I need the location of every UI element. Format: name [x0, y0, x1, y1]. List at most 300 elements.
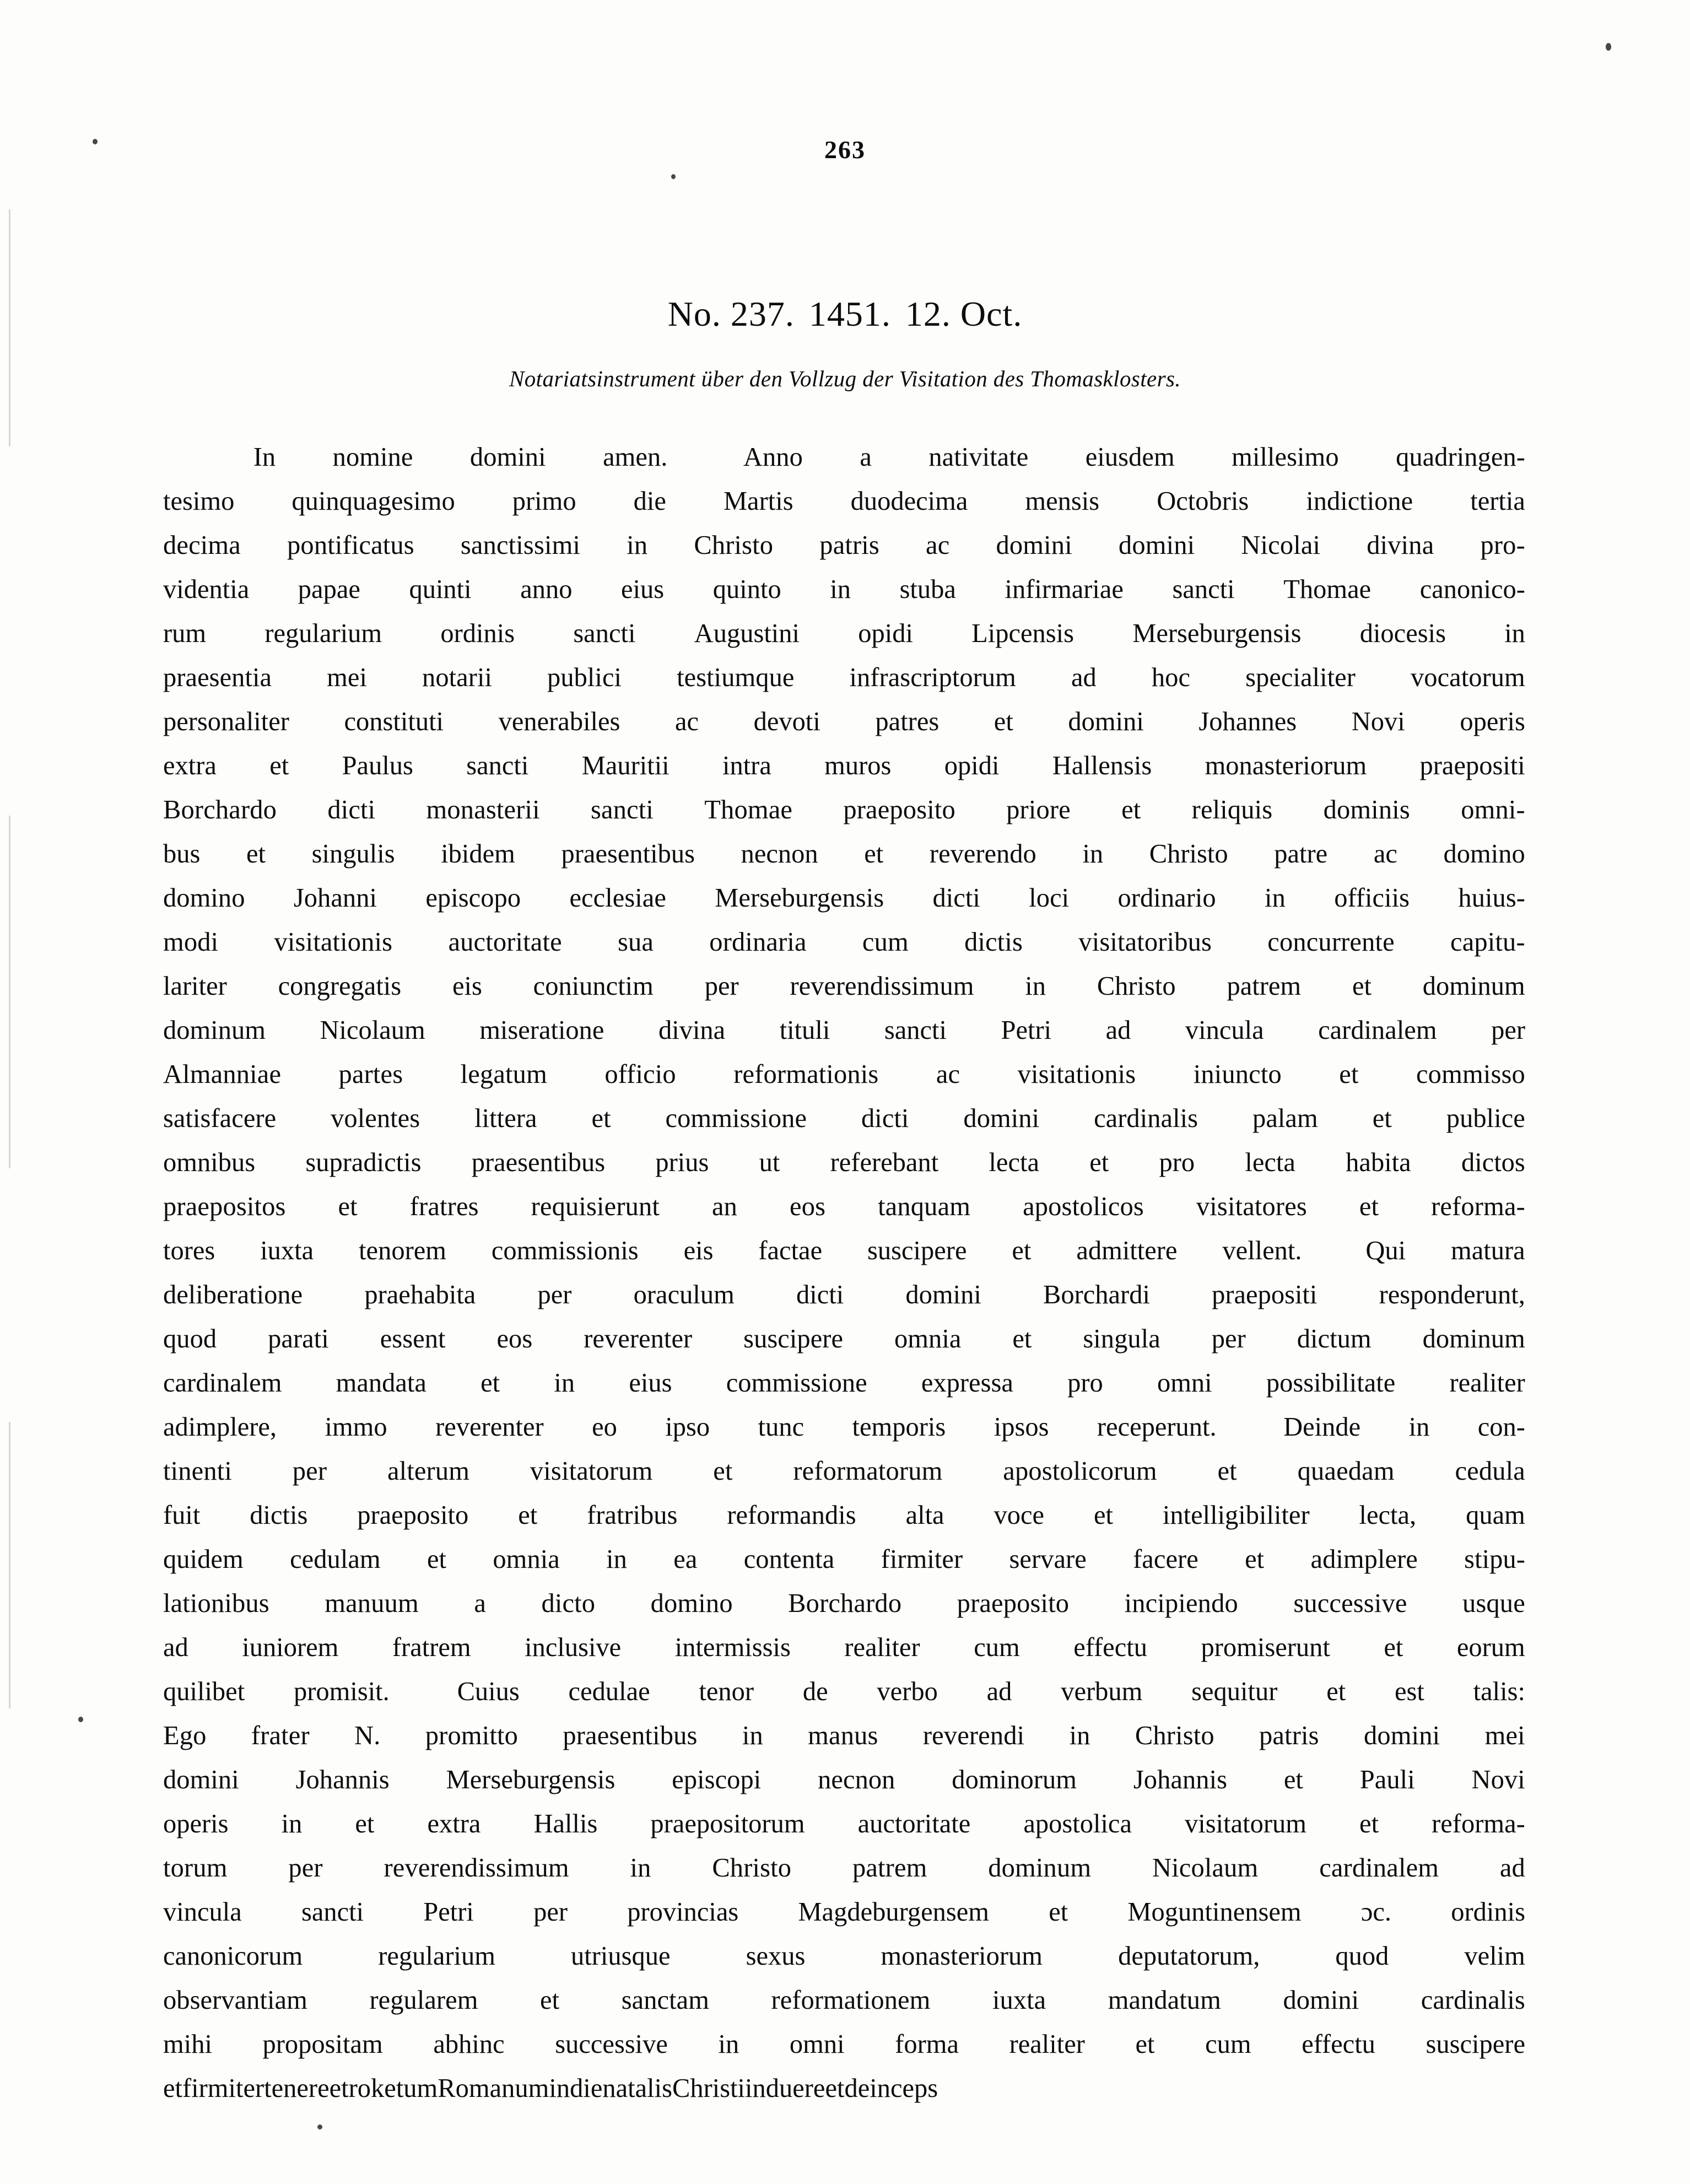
body-word: per [1491, 1016, 1525, 1045]
body-word: Ego [163, 1721, 207, 1750]
body-word: in [606, 1545, 627, 1574]
body-word: auctoritate [857, 1809, 971, 1838]
body-word: lecta, [1359, 1501, 1417, 1530]
body-word: an [712, 1192, 738, 1221]
body-word: con- [1477, 1412, 1525, 1442]
body-word: eos [790, 1192, 826, 1221]
body-line [163, 1405, 1525, 1449]
body-word: devoti [753, 707, 820, 736]
document-year: 1451. [808, 294, 891, 333]
body-word: opidi [858, 619, 913, 648]
body-word: Augustini [694, 619, 800, 648]
body-word: et [540, 1986, 560, 2015]
body-word: ipso [665, 1412, 710, 1442]
body-word: sua [617, 927, 654, 957]
body-word: et [713, 1457, 733, 1486]
body-word: patre [1274, 839, 1328, 869]
body-word: commissionis [491, 1236, 639, 1265]
body-word: Borchardo [163, 795, 277, 824]
body-line [163, 1361, 1525, 1405]
body-line [163, 656, 1525, 700]
body-word: alta [905, 1501, 944, 1530]
body-line [163, 1317, 1525, 1361]
body-word: quod [163, 1324, 217, 1353]
body-word: ea [673, 1545, 698, 1574]
body-word: dominum [988, 1853, 1092, 1883]
body-word: patris [1259, 1721, 1319, 1750]
body-word: satisfacere [163, 1104, 277, 1133]
body-word: sancti [301, 1897, 364, 1927]
body-word: reformandis [727, 1501, 856, 1530]
body-word: alterum [387, 1457, 470, 1486]
body-word: ordinaria [709, 927, 807, 957]
body-word: talis: [1473, 1677, 1525, 1706]
body-word: Petri [1001, 1016, 1052, 1045]
body-word: parati [268, 1324, 329, 1353]
body-word: cum [974, 1633, 1020, 1662]
body-word: amen. [603, 443, 668, 472]
body-word: incipiendo [1124, 1589, 1238, 1618]
body-word: vocatorum [1410, 663, 1525, 692]
body-word: mei [1484, 1721, 1525, 1750]
body-word: nomine [332, 443, 413, 472]
body-word: ipsos [994, 1412, 1049, 1442]
body-word: et [591, 1104, 611, 1133]
body-word: apostolica [1023, 1809, 1132, 1838]
body-line [163, 568, 1525, 612]
body-word: Christo [1149, 839, 1228, 869]
body-word: loci [1029, 883, 1070, 913]
body-word: Johanni [293, 883, 377, 913]
body-word: monasteriorum [881, 1942, 1043, 1971]
body-word: contenta [743, 1545, 835, 1574]
body-word: In [253, 443, 276, 472]
body-word: ut [759, 1148, 780, 1177]
body-word: dicti [861, 1104, 909, 1133]
body-word: hoc [1151, 663, 1191, 692]
body-word: tenor [699, 1677, 754, 1706]
body-word: lariter [163, 972, 227, 1001]
body-line [163, 1890, 1525, 1934]
body-word: mandatum [1108, 1986, 1221, 2015]
body-line [163, 2023, 1525, 2067]
body-word: dictis [250, 1501, 308, 1530]
body-word: Paulus [342, 751, 413, 780]
body-word: de [802, 1677, 828, 1706]
body-word: Merseburgensis [446, 1765, 615, 1794]
body-word: diocesis [1359, 619, 1446, 648]
body-line [163, 1934, 1525, 1978]
body-word: Mauritii [581, 751, 669, 780]
body-word: venerabiles [498, 707, 620, 736]
body-word: praesentibus [471, 1148, 606, 1177]
body-word: frater [251, 1721, 310, 1750]
body-word: dominum [1422, 1324, 1525, 1353]
body-word: die [633, 487, 666, 516]
body-word: bus [163, 839, 201, 869]
body-word: mei [327, 663, 368, 692]
body-word: miseratione [479, 1016, 604, 1045]
body-word: nativitate [928, 443, 1029, 472]
body-word: in [742, 1721, 763, 1750]
body-word: velim [1464, 1942, 1525, 1971]
body-line [163, 435, 1525, 479]
body-word: Anno [743, 443, 803, 472]
body-word: in [718, 2030, 739, 2059]
body-word: eorum [1456, 1633, 1525, 1662]
body-word: personaliter [163, 707, 289, 736]
body-word: iniuncto [1193, 1060, 1282, 1089]
body-word: cardinalis [1421, 1986, 1525, 2015]
body-word: ordinis [1451, 1897, 1525, 1927]
body-word: tanquam [878, 1192, 971, 1221]
body-word: et [1089, 1148, 1109, 1177]
body-word: domini [1363, 1721, 1440, 1750]
body-word: infrascriptorum [849, 663, 1016, 692]
body-word: notarii [422, 663, 492, 692]
body-word: ɔc. [1360, 1897, 1392, 1927]
body-word: domino [650, 1589, 733, 1618]
body-word: ordinario [1117, 883, 1216, 913]
document-subheading: Notariatsinstrument über den Vollzug der Visitation des Thomasklosters. [509, 366, 1181, 391]
body-word: N. [354, 1721, 381, 1750]
body-word: cardinalis [1094, 1104, 1198, 1133]
body-word: intelligibiliter [1162, 1501, 1310, 1530]
body-word: Merseburgensis [1132, 619, 1302, 648]
body-word: Christo [694, 531, 774, 560]
body-word: capitu- [1450, 927, 1525, 957]
body-word: in [1082, 839, 1104, 869]
body-word: responderunt, [1379, 1280, 1525, 1309]
body-word: omnia [894, 1324, 962, 1353]
body-word: patrem [852, 1853, 927, 1883]
body-word: eiusdem [1085, 443, 1175, 472]
body-word: eos [496, 1324, 533, 1353]
body-word: torum [163, 1853, 228, 1883]
body-line [163, 744, 1525, 788]
body-word: ad [1071, 663, 1097, 692]
page-number: 263 [824, 136, 866, 164]
body-word: et [480, 1368, 500, 1398]
body-word: officiis [1334, 883, 1410, 913]
body-word: manuum [325, 1589, 419, 1618]
body-word: et [1326, 1677, 1346, 1706]
body-word: necnon [741, 839, 818, 869]
body-line [163, 1714, 1525, 1758]
body-word: cedulam [290, 1545, 381, 1574]
body-word: die [570, 2074, 603, 2103]
body-word: patrem [1227, 972, 1302, 1001]
body-word: effectu [1073, 1633, 1147, 1662]
body-word: dicti [932, 883, 980, 913]
body-word: omnibus [163, 1148, 256, 1177]
body-word: in [627, 531, 648, 560]
body-word: provincias [627, 1897, 739, 1927]
body-word: expressa [921, 1368, 1013, 1398]
body-word: et [338, 1192, 358, 1221]
body-word: et [1012, 1236, 1032, 1265]
body-word: visitatorum [1185, 1809, 1306, 1838]
body-word: publice [1446, 1104, 1525, 1133]
body-word: reformatorum [793, 1457, 943, 1486]
body-word: domini [1068, 707, 1144, 736]
body-word: videntia [163, 575, 250, 604]
body-word: requisierunt [531, 1192, 660, 1221]
body-word: ordinis [440, 619, 515, 648]
body-word: servare [1009, 1545, 1087, 1574]
body-word: usque [1462, 1589, 1525, 1618]
body-word: cardinalem [1318, 1016, 1437, 1045]
body-word: concurrente [1267, 927, 1395, 957]
body-word: omnia [493, 1545, 560, 1574]
body-word: reverendissimum [790, 972, 974, 1001]
body-line [163, 920, 1525, 964]
body-word: reformationem [771, 1986, 931, 2015]
body-word: et [1339, 1060, 1359, 1089]
body-word: cum [1205, 2030, 1251, 2059]
body-word: tituli [779, 1016, 830, 1045]
body-line [163, 1185, 1525, 1229]
body-word: congregatis [278, 972, 402, 1001]
body-line [163, 700, 1525, 744]
body-word: a [860, 443, 872, 472]
body-word: omni- [1461, 795, 1525, 824]
body-word: deinceps [844, 2074, 938, 2103]
body-word: quinti [409, 575, 472, 604]
body-word: commissione [726, 1368, 867, 1398]
body-word: extra [427, 1809, 481, 1838]
body-line [163, 1978, 1525, 2023]
body-line [163, 524, 1525, 568]
body-word: visitationis [274, 927, 393, 957]
body-word: facere [1133, 1545, 1198, 1574]
body-word: praepositorum [650, 1809, 805, 1838]
body-word: effectu [1302, 2030, 1375, 2059]
body-word: iuniorem [242, 1633, 339, 1662]
body-word: quinto [712, 575, 781, 604]
body-word: Petri [423, 1897, 474, 1927]
body-word: dictum [1297, 1324, 1372, 1353]
body-line [163, 1846, 1525, 1890]
body-word: ibidem [441, 839, 515, 869]
body-word: opidi [944, 751, 1000, 780]
body-word: dicto [541, 1589, 596, 1618]
body-line [163, 612, 1525, 656]
body-word: Octobris [1157, 487, 1249, 516]
body-word: domini [905, 1280, 981, 1309]
body-word: officio [604, 1060, 676, 1089]
body-word: quod [1335, 1942, 1389, 1971]
body-word: quinquagesimo [291, 487, 455, 516]
body-word: firmiter [182, 2074, 264, 2103]
body-word: domini [996, 531, 1072, 560]
document-heading [0, 294, 1690, 335]
body-word: et [1217, 1457, 1237, 1486]
body-word: stuba [899, 575, 956, 604]
body-word: divina [658, 1016, 726, 1045]
body-word: in [830, 575, 851, 604]
body-word: reverenter [584, 1324, 693, 1353]
body-word: et [1049, 1897, 1068, 1927]
body-word: praesentibus [563, 1721, 698, 1750]
body-word: successive [1293, 1589, 1407, 1618]
body-word: tertia [1470, 487, 1525, 516]
body-line [163, 1670, 1525, 1714]
body-word: vincula [163, 1897, 242, 1927]
body-word: reliquis [1191, 795, 1273, 824]
body-word: ad [986, 1677, 1012, 1706]
body-word: cardinalem [163, 1368, 282, 1398]
body-word: publici [547, 663, 622, 692]
body-word: in [281, 1809, 303, 1838]
body-word: dicti [796, 1280, 844, 1309]
body-word: priore [1006, 795, 1071, 824]
body-word: lecta [989, 1148, 1039, 1177]
body-word: ad [163, 1633, 188, 1662]
body-word: est [1394, 1677, 1424, 1706]
body-line [163, 479, 1525, 524]
body-word: Christo [1097, 972, 1176, 1001]
body-word: Thomae [704, 795, 793, 824]
body-word: palam [1252, 1104, 1318, 1133]
body-word: monasterii [426, 795, 540, 824]
body-line [163, 1009, 1525, 1053]
body-word: Cuius [457, 1677, 520, 1706]
body-word: dominorum [952, 1765, 1077, 1794]
scan-speck [1606, 43, 1611, 51]
body-word: infirmariae [1005, 575, 1124, 604]
body-word: eius [629, 1368, 672, 1398]
body-word: constituti [344, 707, 444, 736]
body-word: et [994, 707, 1013, 736]
body-word: in [1265, 883, 1286, 913]
body-word: quam [1466, 1501, 1525, 1530]
body-word: Nicolaum [1152, 1853, 1259, 1883]
body-word: sequitur [1191, 1677, 1278, 1706]
body-word: indictione [1306, 487, 1413, 516]
body-word: suscipere [743, 1324, 844, 1353]
body-word: Novi [1351, 707, 1405, 736]
body-word: stipu- [1464, 1545, 1525, 1574]
body-word: dominis [1323, 795, 1410, 824]
body-word: Hallensis [1052, 751, 1152, 780]
body-word: in [630, 1853, 651, 1883]
body-line [163, 1097, 1525, 1141]
body-word: praepositi [1212, 1280, 1318, 1309]
body-word: sancti [591, 795, 654, 824]
body-word: modi [163, 927, 219, 957]
body-word: primo [512, 487, 576, 516]
body-word: et [1359, 1192, 1379, 1221]
body-word: domino [163, 883, 245, 913]
body-word: Romanum [438, 2074, 549, 2103]
body-word: vellent. [1222, 1236, 1302, 1265]
body-word: pro- [1480, 531, 1525, 560]
body-word: dominum [163, 1016, 266, 1045]
body-word: iuxta [992, 1986, 1046, 2015]
body-word: rum [163, 619, 207, 648]
body-word: Deinde [1283, 1412, 1361, 1442]
body-word: cardinalem [1319, 1853, 1439, 1883]
body-line [163, 1758, 1525, 1802]
body-word: ad [1105, 1016, 1131, 1045]
scan-speck [78, 1717, 83, 1722]
body-word: referebant [830, 1148, 939, 1177]
body-word: legatum [460, 1060, 547, 1089]
body-word: et [1352, 972, 1372, 1001]
body-word: Christo [1135, 1721, 1214, 1750]
body-word: domini [163, 1765, 239, 1794]
body-word: natalis [602, 2074, 672, 2103]
body-word: extra [163, 751, 217, 780]
body-word: et [1283, 1765, 1303, 1794]
body-word: per [292, 1457, 327, 1486]
body-word: forma [895, 2030, 959, 2059]
body-word: et [825, 2074, 845, 2103]
body-word: commisso [1416, 1060, 1525, 1089]
body-word: immo [325, 1412, 387, 1442]
body-word: et [329, 2074, 349, 2103]
body-word: vincula [1185, 1016, 1264, 1045]
body-word: intermissis [674, 1633, 791, 1662]
body-word: et [1384, 1633, 1403, 1662]
body-word: et [163, 2074, 183, 2103]
body-word: fratrem [392, 1633, 471, 1662]
body-word: domini [1118, 531, 1195, 560]
body-word: intra [722, 751, 771, 780]
body-word: et [246, 839, 266, 869]
body-word: ecclesiae [569, 883, 666, 913]
body-word: lationibus [163, 1589, 269, 1618]
body-word: in [1069, 1721, 1090, 1750]
body-word: Borchardo [788, 1589, 902, 1618]
body-line [163, 964, 1525, 1009]
body-word: realiter [844, 1633, 920, 1662]
body-word: eo [592, 1412, 617, 1442]
body-word: cum [862, 927, 909, 957]
document-date: 12. Oct. [905, 294, 1023, 333]
body-word: reforma- [1431, 1192, 1525, 1221]
body-word: Novi [1471, 1765, 1525, 1794]
body-word: quidem [163, 1545, 244, 1574]
body-word: ac [926, 531, 950, 560]
body-word: per [704, 972, 739, 1001]
scan-speck [671, 174, 676, 179]
body-word: Johannes [1198, 707, 1297, 736]
body-word: Merseburgensis [715, 883, 884, 913]
body-word: ac [936, 1060, 960, 1089]
body-word: in [1504, 619, 1525, 648]
body-line [163, 1449, 1525, 1493]
body-word: patres [875, 707, 940, 736]
body-word: tunc [758, 1412, 804, 1442]
body-word: Nicolaum [320, 1016, 425, 1045]
body-word: tenere [264, 2074, 330, 2103]
body-word: verbum [1061, 1677, 1143, 1706]
body-word: per [537, 1280, 572, 1309]
body-word: pro [1067, 1368, 1103, 1398]
body-word: utriusque [571, 1942, 671, 1971]
body-word: et [1012, 1324, 1032, 1353]
body-word: deputatorum, [1118, 1942, 1260, 1971]
body-word: Magdeburgensem [798, 1897, 990, 1927]
body-word: dicti [327, 795, 376, 824]
body-word: necnon [818, 1765, 895, 1794]
body-word: domini [469, 443, 546, 472]
body-word: littera [474, 1104, 537, 1133]
body-word: reverendo [929, 839, 1036, 869]
body-word: Borchardi [1043, 1280, 1150, 1309]
